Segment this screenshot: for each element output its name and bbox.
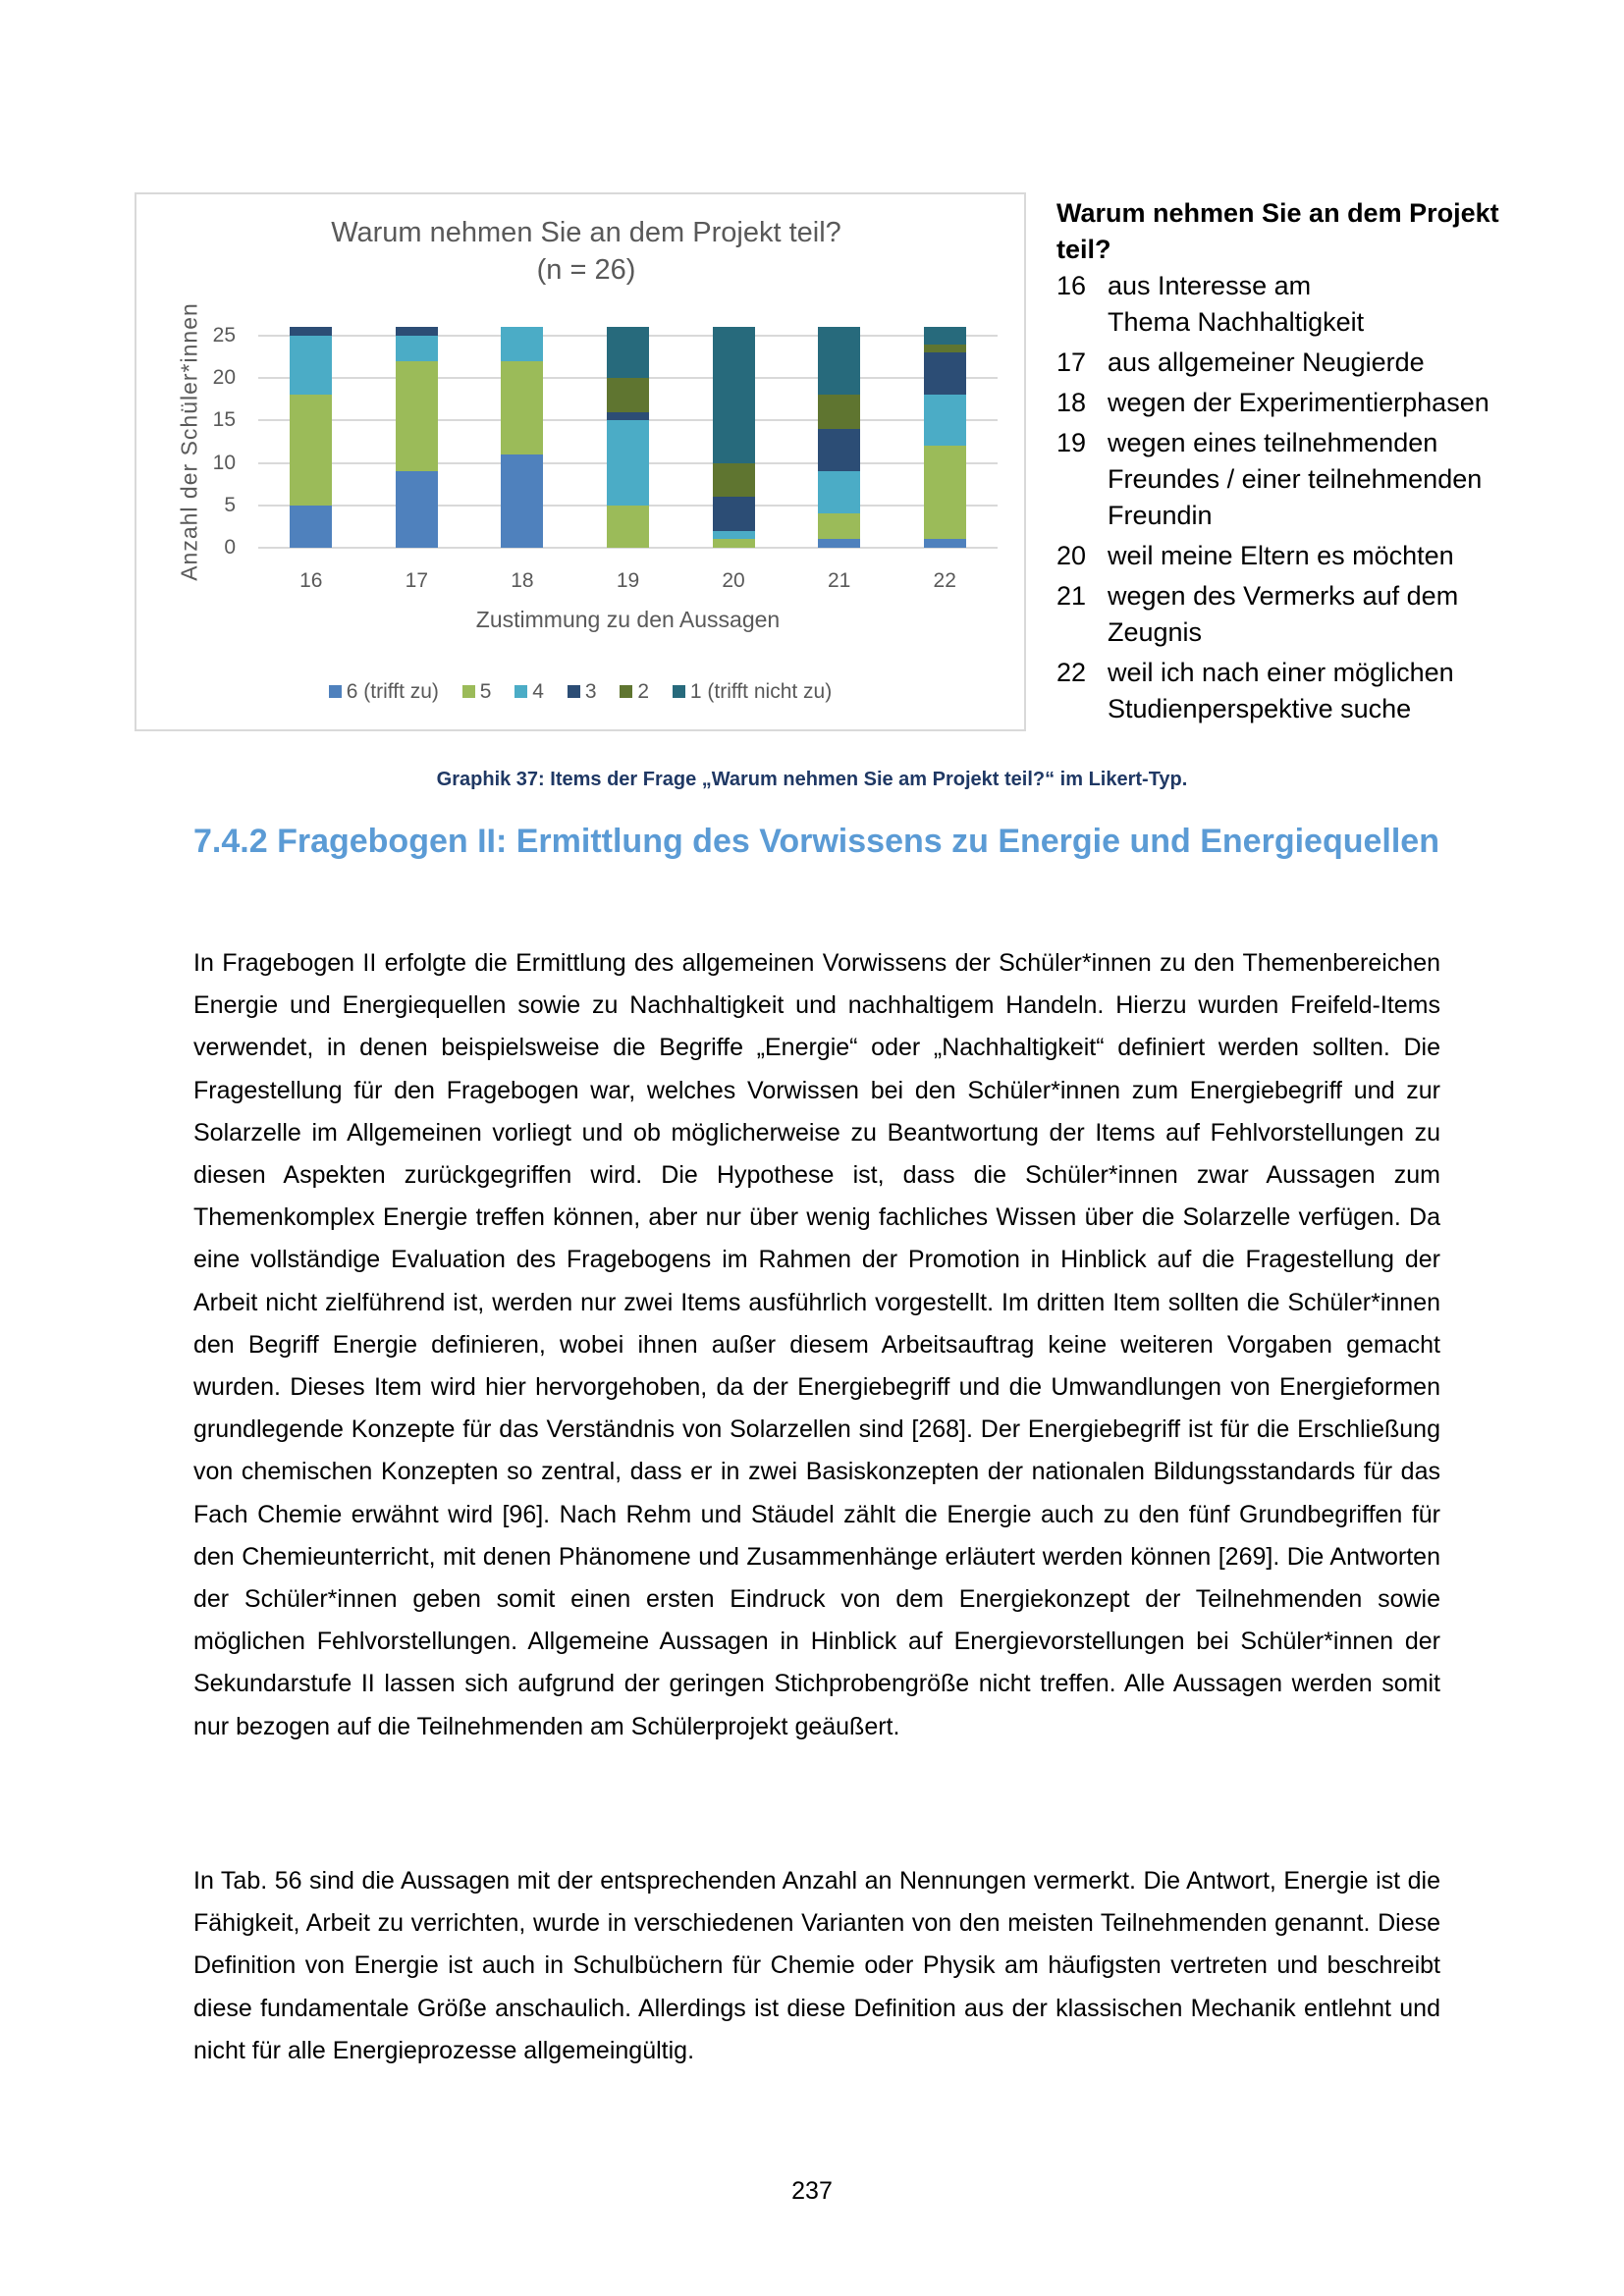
legend-swatch-icon (514, 685, 527, 698)
bar-segment (501, 361, 543, 454)
bar-segment (607, 378, 649, 412)
item-number: 21 (1056, 581, 1087, 611)
item-legend-entry (1056, 425, 1528, 534)
legend-label: 2 (637, 680, 650, 703)
y-tick-label: 20 (212, 366, 236, 390)
legend-item (568, 680, 597, 704)
item-legend-entry (1056, 385, 1528, 421)
item-legend-entry (1056, 578, 1528, 651)
bar-segment (607, 420, 649, 505)
chart-legend (135, 680, 1026, 704)
item-text: weil meine Eltern es möchten (1108, 541, 1454, 570)
bar-segment (713, 463, 755, 498)
item-text: wegen eines teilnehmenden Freundes / einer teilnehmenden Freundin (1108, 428, 1483, 530)
bar-segment (924, 327, 966, 344)
x-tick-label: 16 (299, 569, 323, 592)
item-text: wegen der Experimentierphasen (1108, 388, 1489, 417)
item-legend (1056, 195, 1528, 727)
item-legend-title: Warum nehmen Sie an dem Projekt teil? (1056, 198, 1499, 264)
bar-segment (396, 336, 438, 361)
y-tick-label: 5 (224, 493, 236, 516)
item-number: 20 (1056, 541, 1087, 570)
x-tick-label: 19 (616, 569, 640, 592)
x-tick-label: 22 (933, 569, 956, 592)
section-heading: 7.4.2 Fragebogen II: Ermittlung des Vorwissens zu Energie und Energiequellen (193, 823, 1439, 860)
bar-segment (818, 513, 860, 539)
y-tick-label: 25 (212, 324, 236, 347)
page-number: 237 (791, 2177, 833, 2205)
body-paragraph: In Fragebogen II erfolgte die Ermittlung des allgemeinen Vorwissens der Schüler*innen zu den Themenbereichen Energie und Energiequellen sowie zu Nachhaltigkeit und nachhaltigem Handeln. Hierzu wurden Freifeld-Items verwendet, in denen beispielsweise die Begriffe „Energie“ oder „Nachhaltigkeit“ definiert werden sollten. Die Fragestellung für den Fragebogen war, welches Vorwissen bei den Schüler*innen zum Energiebegriff und zur Solarzelle im Allgemeinen vorliegt und ob möglicherweise zu Beantwortung der Items auf Fehlvorstellungen zu diesen Aspekten zurückgegriffen wird. Die Hypothese ist, dass die Schüler*innen zwar Aussagen zum Themenkomplex Energie treffen können, aber nur über wenig fachliches Wissen über die Solarzelle verfügen. Da eine vollständige Evaluation des Fragebogens im Rahmen der Promotion in Hinblick auf die Fragestellung der Arbeit nicht zielführend ist, werden nur zwei Items ausführlich vorgestellt. Im dritten Item sollten die Schüler*innen den Begriff Energie definieren, wobei ihnen außer diesem Arbeitsauftrag keine weiteren Vorgaben gemacht wurden. Dieses Item wird hier hervorgehoben, da der Energiebegriff und die Umwandlungen von Energieformen grundlegende Konzepte für das Verständnis von Solarzellen sind [268]. Der Energiebegriff ist für die Erschließung von chemischen Konzepten so zentral, dass er in zwei Basiskonzepten der nationalen Bildungsstandards für das Fach Chemie erwähnt wird [96]. Nach Rehm und Stäudel zählt die Energie auch zu den fünf Grundbegriffen für den Chemieunterricht, mit denen Phänomene und Zusammenhänge erläutert werden können [269]. Die Antworten der Schüler*innen geben somit einen ersten Eindruck von dem Energiekonzept der Teilnehmenden sowie möglichen Fehlvorstellungen. Allgemeine Aussagen in Hinblick auf Energievorstellungen bei Schüler*innen der Sekundarstufe II lassen sich aufgrund der geringen Stichprobengröße nicht treffen. Alle Aussagen werden somit nur bezogen auf die Teilnehmenden am Schülerprojekt geäußert. (193, 949, 1440, 1740)
legend-swatch-icon (620, 685, 632, 698)
bar-segment (924, 352, 966, 395)
bar-segment (713, 539, 755, 548)
item-text: weil ich nach einer möglichen Studienperspektive suche (1108, 658, 1454, 723)
legend-label: 3 (584, 680, 597, 703)
bar-segment (818, 327, 860, 395)
item-legend-entry (1056, 345, 1528, 381)
legend-swatch-icon (673, 685, 685, 698)
legend-item (673, 680, 832, 704)
y-tick-label: 15 (212, 408, 236, 432)
bar-segment (818, 539, 860, 548)
bar-segment (818, 395, 860, 429)
bar-segment (713, 497, 755, 531)
item-number: 17 (1056, 347, 1087, 377)
bar-segment (396, 327, 438, 336)
legend-item (329, 680, 439, 704)
item-text: aus Interesse am Thema Nachhaltigkeit (1108, 271, 1365, 337)
item-number: 22 (1056, 658, 1087, 687)
bar-segment (290, 395, 332, 505)
x-axis-label: Zustimmung zu den Aussagen (475, 607, 781, 632)
bar-segment (713, 531, 755, 540)
chart-title (135, 214, 1038, 289)
x-tick-label: 21 (827, 569, 851, 592)
legend-label: 6 (trifft zu) (346, 680, 439, 703)
bar-segment (818, 429, 860, 471)
item-text: wegen des Vermerks auf dem Zeugnis (1108, 581, 1459, 647)
legend-swatch-icon (329, 685, 342, 698)
item-legend-entry (1056, 538, 1528, 574)
figure-caption: Graphik 37: Items der Frage „Warum nehmen Sie am Projekt teil?“ im Likert-Typ. (436, 769, 1188, 790)
bar-segment (924, 446, 966, 539)
legend-item (462, 680, 492, 704)
legend-item (620, 680, 649, 704)
bar-segment (290, 336, 332, 395)
legend-item (514, 680, 544, 704)
x-tick-label: 20 (722, 569, 745, 592)
item-legend-entry (1056, 655, 1528, 727)
bar-segment (501, 454, 543, 548)
x-tick-label: 17 (405, 569, 429, 592)
item-number: 19 (1056, 428, 1087, 457)
bar-segment (607, 327, 649, 378)
item-number: 18 (1056, 388, 1087, 417)
bar-segment (818, 471, 860, 513)
item-legend-entry (1056, 268, 1528, 341)
bar-segment (607, 506, 649, 548)
legend-swatch-icon (462, 685, 475, 698)
chart-title-line2: (n = 26) (536, 254, 636, 286)
legend-label: 5 (479, 680, 492, 703)
bar-segment (924, 345, 966, 353)
legend-label: 4 (532, 680, 544, 703)
chart-title-line1: Warum nehmen Sie an dem Projekt teil? (331, 217, 841, 248)
x-tick-label: 18 (511, 569, 534, 592)
legend-label: 1 (trifft nicht zu) (689, 680, 833, 703)
bar-segment (924, 395, 966, 446)
bar-segment (396, 361, 438, 471)
bar-segment (290, 506, 332, 548)
bar-segment (501, 327, 543, 361)
item-text: aus allgemeiner Neugierde (1108, 347, 1425, 377)
bar-segment (607, 412, 649, 421)
body-paragraph: In Tab. 56 sind die Aussagen mit der entsprechenden Anzahl an Nennungen vermerkt. Die Antwort, Energie ist die Fähigkeit, Arbeit zu verrichten, wurde in verschiedenen Varianten von den meisten Teilnehmenden genannt. Diese Definition von Energie ist auch in Schulbüchern für Chemie oder Physik am häufigsten vertreten und beschreibt diese fundamentale Größe anschaulich. Allerdings ist diese Definition aus der klassischen Mechanik entlehnt und nicht für alle Energieprozesse allgemeingültig. (193, 1867, 1440, 2064)
bar-segment (396, 471, 438, 548)
bar-segment (290, 327, 332, 336)
y-tick-label: 0 (224, 536, 236, 559)
item-number: 16 (1056, 271, 1087, 300)
bar-segment (924, 539, 966, 548)
legend-swatch-icon (568, 685, 580, 698)
y-axis-label: Anzahl der Schüler*innen (176, 302, 202, 581)
y-tick-label: 10 (212, 451, 236, 474)
bar-segment (713, 327, 755, 462)
